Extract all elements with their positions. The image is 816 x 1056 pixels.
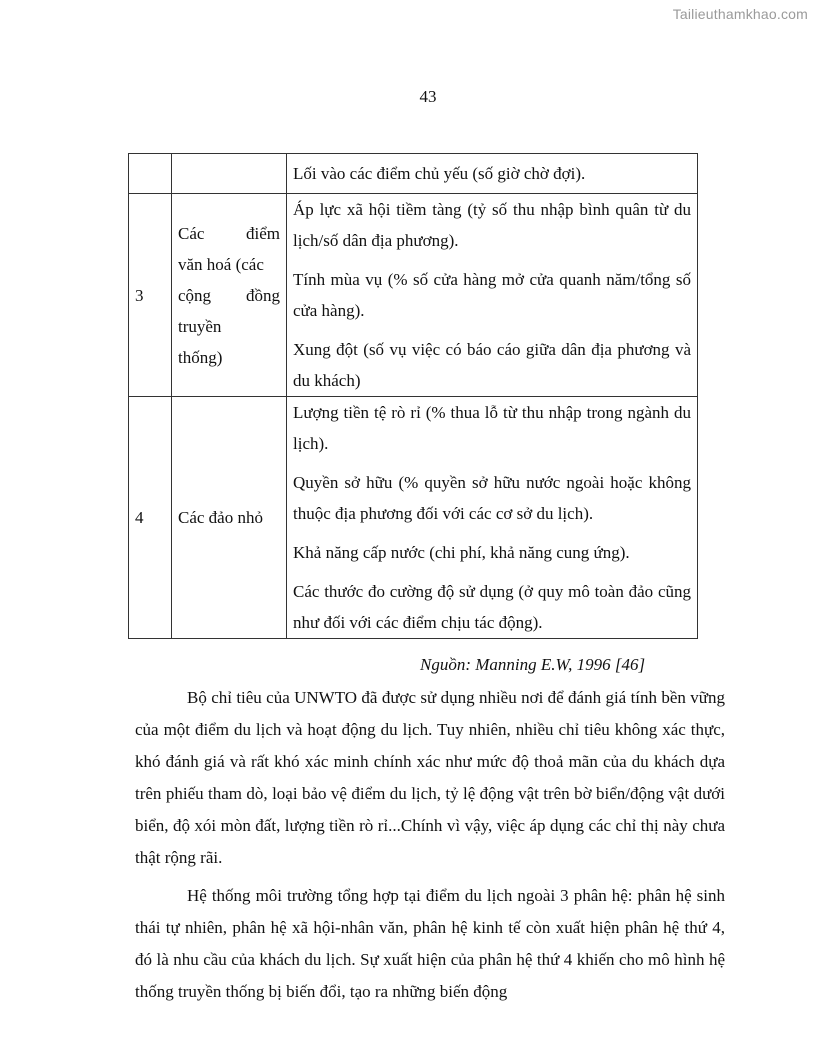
place-line: văn hoá (các	[178, 254, 264, 274]
indicator-text: Các thước đo cường độ sử dụng (ở quy mô toàn đảo cũng như đối với các điểm chịu tác động).	[293, 582, 691, 632]
indicator-text: Xung đột (số vụ việc có báo cáo giữa dân địa phương và du khách)	[293, 340, 691, 390]
indicator-text: Quyền sở hữu (% quyền sở hữu nước ngoài hoặc không thuộc địa phương đối với các cơ sở du lịch).	[293, 473, 691, 523]
paragraph: Bộ chỉ tiêu của UNWTO đã được sử dụng nhiều nơi để đánh giá tính bền vững của một điểm du lịch và hoạt động du lịch. Tuy nhiên, nhiều chỉ tiêu không xác thực, khó đánh giá và rất khó xác minh chính xác như mức độ thoả mãn của du khách dựa trên phiếu tham dò, loại bảo vệ điểm du lịch, tỷ lệ động vật trên bờ biển/động vật dưới biển, độ xói mòn đất, lượng tiền rò rỉ...Chính vì vậy, việc áp dụng các chỉ thị này chưa thật rộng rãi.	[135, 688, 725, 867]
indicator-cell	[287, 397, 698, 639]
place-cell	[172, 194, 287, 397]
indicator-text: Tính mùa vụ (% số cửa hàng mở cửa quanh năm/tổng số cửa hàng).	[293, 270, 691, 320]
row-number-cell	[129, 154, 172, 194]
body-text	[135, 682, 725, 1014]
table-row	[129, 154, 698, 194]
table-row	[129, 397, 698, 639]
place-line: Các điểm	[178, 223, 280, 243]
place-text	[178, 218, 280, 373]
place-line: cộng đồng	[178, 285, 280, 305]
indicator-cell	[287, 154, 698, 194]
paragraph: Hệ thống môi trường tổng hợp tại điểm du lịch ngoài 3 phân hệ: phân hệ sinh thái tự nhiên, phân hệ xã hội-nhân văn, phân hệ kinh tế còn xuất hiện phân hệ thứ 4, đó là nhu cầu của khách du lịch. Sự xuất hiện của phân hệ thứ 4 khiến cho mô hình hệ thống truyền thống bị biến đổi, tạo ra những biến động	[135, 886, 725, 1001]
row-number-cell: 4	[129, 397, 172, 639]
indicator-text: Lối vào các điểm chủ yếu (số giờ chờ đợi).	[293, 164, 586, 183]
indicator-text: Khả năng cấp nước (chi phí, khả năng cung ứng).	[293, 543, 630, 562]
place-line: thống)	[178, 347, 223, 367]
indicator-text: Áp lực xã hội tiềm tàng (tỷ số thu nhập bình quân từ du lịch/số dân địa phương).	[293, 200, 691, 250]
watermark-text: Tailieuthamkhao.com	[672, 6, 808, 22]
page-number: 43	[419, 87, 437, 106]
table-source-note: Nguồn: Manning E.W, 1996 [46]	[420, 655, 646, 674]
indicator-table	[128, 153, 698, 639]
table-row	[129, 194, 698, 397]
place-cell: Các đảo nhỏ	[172, 397, 287, 639]
place-line: truyền	[178, 316, 222, 336]
indicator-cell	[287, 194, 698, 397]
place-cell	[172, 154, 287, 194]
row-number-cell: 3	[129, 194, 172, 397]
indicator-text: Lượng tiền tệ rò rỉ (% thua lỗ từ thu nhập trong ngành du lịch).	[293, 403, 691, 453]
